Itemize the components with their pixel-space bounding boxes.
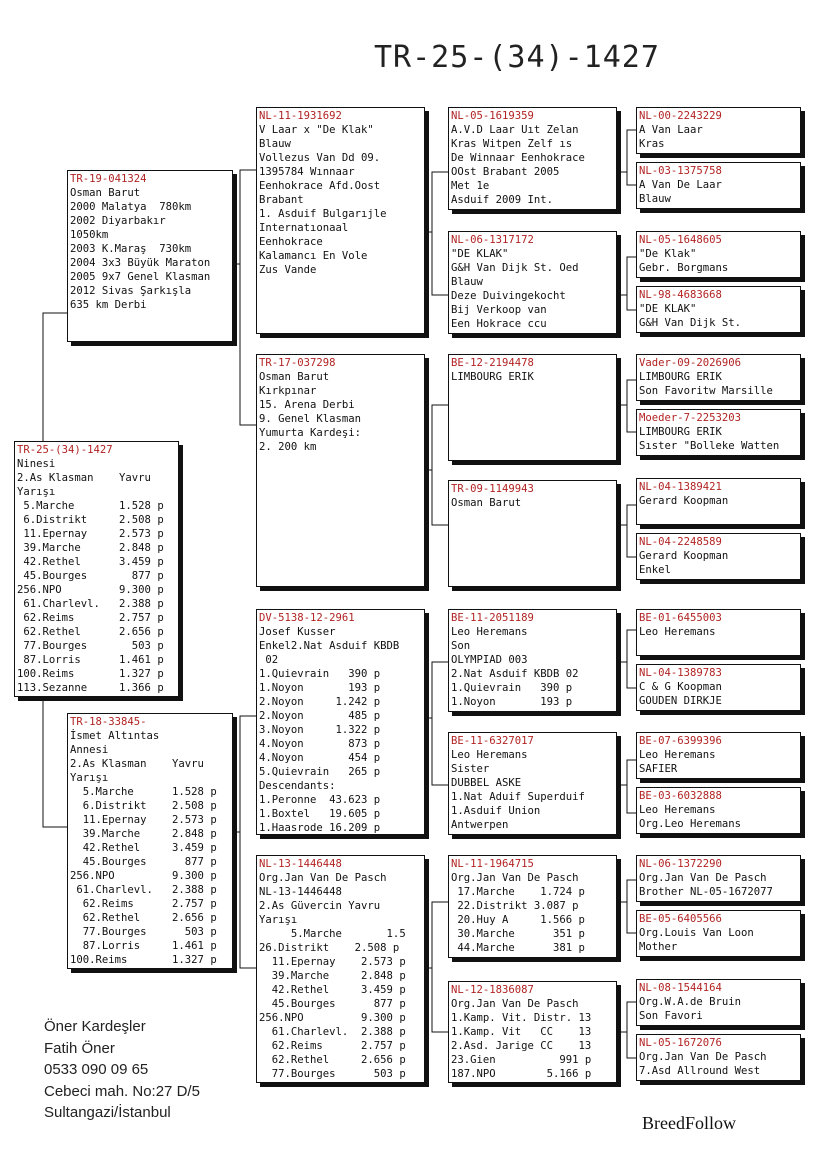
ring-number: BE-01-6455003 — [639, 612, 722, 624]
pedigree-info-line: 2.Noyon 485 p — [259, 710, 381, 722]
pedigree-card-gen4-2 — [636, 162, 801, 209]
ring-number: NL-05-1619359 — [451, 110, 534, 122]
pedigree-info-line: 39.Marche 2.848 p — [70, 828, 217, 840]
ring-number: BE-11-6327017 — [451, 735, 534, 747]
pedigree-info-line: Org.W.A.de Bruin — [639, 996, 742, 1008]
pedigree-info-line: 1.Quievrain 390 p — [451, 682, 573, 694]
pedigree-info-line: 30.Marche 351 p — [451, 928, 585, 940]
pedigree-card-sire-dam-dam — [448, 480, 617, 587]
pedigree-info-line: 61.Charlevl. 2.388 p — [70, 884, 217, 896]
breeder-name: Öner Kardeşler — [44, 1018, 146, 1035]
pedigree-info-line: DUBBEL ASKE — [451, 777, 522, 789]
pedigree-info-line: Gebr. Borgmans — [639, 262, 729, 274]
ring-number: NL-05-1648605 — [639, 234, 722, 246]
pedigree-info-line: SAFIER — [639, 763, 678, 775]
pedigree-info-line: Sister — [451, 763, 490, 775]
pedigree-card-gen4-14 — [636, 910, 801, 957]
pedigree-info-line: G&H Van Dijk St. — [639, 317, 742, 329]
pedigree-info-line: 2.Asd. Jarige CC 13 — [451, 1040, 592, 1052]
pedigree-info-line: İsmet Altıntas — [70, 730, 160, 742]
pedigree-info-line: Asduif 2009 Int. — [451, 194, 554, 206]
pedigree-info-line: 2002 Diyarbakır — [70, 215, 166, 227]
pedigree-info-line: Brabant — [259, 194, 304, 206]
ring-number: NL-06-1317172 — [451, 234, 534, 246]
pedigree-info-line: Internatıonaal — [259, 222, 349, 234]
pedigree-info-line: Org.Jan Van De Pasch — [639, 872, 767, 884]
pedigree-info-line: Org.Jan Van De Pasch — [639, 1051, 767, 1063]
ring-number: NL-11-1931692 — [259, 110, 342, 122]
pedigree-info-line: 2.As Klasman Yavru — [17, 472, 151, 484]
pedigree-info-line: LIMBOURG ERIK — [639, 426, 722, 438]
pedigree-info-line: 62.Rethel 2.656 p — [259, 1054, 406, 1066]
pedigree-info-line: 7.Asd Allround West — [639, 1065, 761, 1077]
ring-number: NL-13-1446448 — [259, 858, 342, 870]
pedigree-info-line: Ninesi — [17, 458, 56, 470]
pedigree-info-line: 1.Quievrain 390 p — [259, 668, 381, 680]
pedigree-info-line: 1050km — [70, 229, 109, 241]
pedigree-info-line: 2. 200 km — [259, 441, 317, 453]
pedigree-title: TR-25-(34)-1427 — [374, 40, 660, 75]
pedigree-info-line: 62.Rethel 2.656 p — [17, 626, 164, 638]
pedigree-info-line: LIMBOURG ERIK — [451, 371, 534, 383]
ring-number: NL-03-1375758 — [639, 165, 722, 177]
pedigree-info-line: Leo Heremans — [451, 749, 528, 761]
pedigree-info-line: 2.As Güvercin Yavru — [259, 900, 381, 912]
pedigree-info-line: Yumurta Kardeşi: — [259, 427, 362, 439]
pedigree-info-line: 5.Marche 1.5 — [259, 928, 406, 940]
pedigree-info-line: Antwerpen — [451, 819, 509, 831]
pedigree-info-line: 2.Nat Asduif KBDB 02 — [451, 668, 579, 680]
pedigree-info-line: A.V.D Laar Uıt Zelan — [451, 124, 579, 136]
contact-address-line1: Cebeci mah. No:27 D/5 — [44, 1082, 200, 1100]
pedigree-info-line: 1.Noyon 193 p — [451, 696, 573, 708]
pedigree-info-line: 9. Genel Klasman — [259, 413, 362, 425]
pedigree-info-line: A Van De Laar — [639, 179, 722, 191]
pedigree-info-line: 1.Nat Aduif Superduif — [451, 791, 585, 803]
pedigree-info-line: 5.Marche 1.528 p — [17, 500, 164, 512]
pedigree-info-line: 2.Noyon 1.242 p — [259, 696, 381, 708]
pedigree-info-line: 113.Sezanne 1.366 p — [17, 682, 164, 694]
pedigree-info-line: 2004 3x3 Büyük Maraton — [70, 257, 211, 269]
pedigree-info-line: Blauw — [639, 193, 671, 205]
contact-person: Fatih Öner — [44, 1039, 115, 1057]
pedigree-info-line: 5.Quievrain 265 p — [259, 766, 381, 778]
pedigree-card-dam-dam-sire — [448, 855, 617, 958]
pedigree-info-line: 23.Gien 991 p — [451, 1054, 592, 1066]
pedigree-card-gen4-9 — [636, 609, 801, 656]
pedigree-info-line: 17.Marche 1.724 p — [451, 886, 585, 898]
pedigree-info-line: 2000 Malatya 780km — [70, 201, 192, 213]
pedigree-info-line: 100.Reims 1.327 p — [17, 668, 164, 680]
pedigree-card-gen4-15 — [636, 979, 801, 1026]
pedigree-info-line: Kalamancı En Vole — [259, 250, 368, 262]
pedigree-info-line: 15. Arena Derbi — [259, 399, 355, 411]
pedigree-info-line: Annesi — [70, 744, 109, 756]
pedigree-info-line: Brother NL-05-1672077 — [639, 886, 773, 898]
pedigree-info-line: 42.Rethel 3.459 p — [17, 556, 164, 568]
pedigree-card-gen4-6 — [636, 409, 801, 456]
pedigree-info-line: 62.Reims 2.757 p — [259, 1040, 406, 1052]
pedigree-info-line: GOUDEN DIRKJE — [639, 695, 722, 707]
pedigree-info-line: Yarışı — [17, 486, 56, 498]
pedigree-card-sire — [67, 170, 233, 342]
pedigree-info-line: Eenhokrace Afd.Oost — [259, 180, 381, 192]
ring-number: BE-05-6405566 — [639, 913, 722, 925]
pedigree-info-line: De Winnaar Eenhokrace — [451, 152, 585, 164]
pedigree-info-line: 39.Marche 2.848 p — [259, 970, 406, 982]
pedigree-card-gen4-8 — [636, 533, 801, 580]
pedigree-card-dam-dam — [256, 855, 425, 1083]
pedigree-info-line: 1.Peronne 43.623 p — [259, 794, 381, 806]
pedigree-card-sire-sire-dam — [448, 231, 617, 334]
pedigree-card-sire-dam-sire — [448, 354, 617, 461]
pedigree-info-line: 62.Reims 2.757 p — [70, 898, 217, 910]
ring-number: TR-17-037298 — [259, 357, 336, 369]
pedigree-info-line: 1.Noyon 193 p — [259, 682, 381, 694]
contact-address-line2: Sultangazi/İstanbul — [44, 1104, 171, 1121]
ring-number: NL-04-1389421 — [639, 481, 722, 493]
pedigree-card-sire-sire-sire — [448, 107, 617, 210]
pedigree-info-line: 1.Kamp. Vit CC 13 — [451, 1026, 592, 1038]
pedigree-info-line: 1.Haasrode 16.209 p — [259, 822, 381, 834]
pedigree-card-subject — [14, 441, 179, 697]
pedigree-info-line: 87.Lorris 1.461 p — [70, 940, 217, 952]
pedigree-info-line: Vollezus Van Dd 09. — [259, 152, 381, 164]
pedigree-info-line: 187.NPO 5.166 p — [451, 1068, 592, 1080]
ring-number: NL-04-2248589 — [639, 536, 722, 548]
pedigree-info-line: 11.Epernay 2.573 p — [17, 528, 164, 540]
pedigree-info-line: Org.Jan Van De Pasch — [259, 872, 387, 884]
pedigree-info-line: Gerard Koopman — [639, 495, 729, 507]
pedigree-info-line: 1. Asduif Bulgarıjle — [259, 208, 387, 220]
pedigree-info-line: Descendants: — [259, 780, 336, 792]
pedigree-info-line: Org.Jan Van De Pasch — [451, 998, 579, 1010]
pedigree-card-gen4-5 — [636, 354, 801, 401]
pedigree-info-line: "DE KLAK" — [639, 303, 697, 315]
pedigree-info-line: "De Klak" — [639, 248, 697, 260]
pedigree-info-line: Eenhokrace — [259, 236, 323, 248]
pedigree-card-dam-sire-dam — [448, 732, 617, 835]
ring-number: NL-12-1836087 — [451, 984, 534, 996]
pedigree-info-line: Bij Verkoop van — [451, 304, 547, 316]
pedigree-card-dam-sire-sire — [448, 609, 617, 712]
pedigree-info-line: Josef Kusser — [259, 626, 336, 638]
pedigree-info-line: Mother — [639, 941, 678, 953]
ring-number: NL-98-4683668 — [639, 289, 722, 301]
pedigree-info-line: 6.Distrikt 2.508 p — [70, 800, 217, 812]
pedigree-info-line: 02 — [259, 654, 279, 666]
pedigree-info-line: Org.Jan Van De Pasch — [451, 872, 579, 884]
pedigree-info-line: Een Hokrace ccu — [451, 318, 547, 330]
pedigree-info-line: 45.Bourges 877 p — [17, 570, 164, 582]
ring-number: TR-18-33845- — [70, 716, 147, 728]
pedigree-info-line: Leo Heremans — [639, 626, 716, 638]
pedigree-info-line: 11.Epernay 2.573 p — [70, 814, 217, 826]
pedigree-info-line: Son Favoritw Marsille — [639, 385, 773, 397]
pedigree-info-line: "DE KLAK" — [451, 248, 509, 260]
pedigree-info-line: C & G Koopman — [639, 681, 722, 693]
ring-number: Moeder-7-2253203 — [639, 412, 742, 424]
pedigree-info-line: G&H Van Dijk St. Oed — [451, 262, 579, 274]
ring-number: BE-03-6032888 — [639, 790, 722, 802]
pedigree-card-gen4-7 — [636, 478, 801, 525]
ring-number: NL-04-1389783 — [639, 667, 722, 679]
pedigree-info-line: 1.Asduif Union — [451, 805, 541, 817]
pedigree-info-line: 1395784 Wınnaar — [259, 166, 355, 178]
pedigree-card-gen4-13 — [636, 855, 801, 902]
pedigree-info-line: Blauw — [259, 138, 291, 150]
pedigree-info-line: Zus Vande — [259, 264, 317, 276]
pedigree-info-line: 2012 Sivas Şarkışla — [70, 285, 192, 297]
pedigree-card-gen4-12 — [636, 787, 801, 834]
pedigree-info-line: 2003 K.Maraş 730km — [70, 243, 192, 255]
pedigree-info-line: Leo Heremans — [639, 804, 716, 816]
pedigree-info-line: Son Favori — [639, 1010, 703, 1022]
pedigree-info-line: Yarışı — [70, 772, 109, 784]
pedigree-info-line: Blauw — [451, 276, 483, 288]
pedigree-info-line: 100.Reims 1.327 p — [70, 954, 217, 966]
pedigree-info-line: 2005 9x7 Genel Klasman — [70, 271, 211, 283]
pedigree-card-dam — [67, 713, 233, 969]
pedigree-info-line: Enkel2.Nat Asduif KBDB — [259, 640, 400, 652]
pedigree-card-sire-sire — [256, 107, 425, 334]
pedigree-info-line: Gerard Koopman — [639, 550, 729, 562]
ring-number: NL-06-1372290 — [639, 858, 722, 870]
pedigree-info-line: 256.NPO 9.300 p — [17, 584, 164, 596]
pedigree-info-line: 45.Bourges 877 p — [259, 998, 406, 1010]
ring-number: BE-11-2051189 — [451, 612, 534, 624]
pedigree-info-line: 61.Charlevl. 2.388 p — [17, 598, 164, 610]
pedigree-card-gen4-1 — [636, 107, 801, 154]
pedigree-info-line: 42.Rethel 3.459 p — [259, 984, 406, 996]
pedigree-info-line: 1.Kamp. Vit. Distr. 13 — [451, 1012, 592, 1024]
ring-number: BE-07-6399396 — [639, 735, 722, 747]
ring-number: NL-05-1672076 — [639, 1037, 722, 1049]
pedigree-info-line: Kırkpınar — [259, 385, 317, 397]
pedigree-info-line: 4.Noyon 454 p — [259, 752, 381, 764]
pedigree-info-line: Osman Barut — [70, 187, 141, 199]
pedigree-info-line: 44.Marche 381 p — [451, 942, 585, 954]
ring-number: DV-5138-12-2961 — [259, 612, 355, 624]
pedigree-info-line: V Laar x "De Klak" — [259, 124, 374, 136]
ring-number: NL-00-2243229 — [639, 110, 722, 122]
pedigree-info-line: Osman Barut — [259, 371, 330, 383]
pedigree-info-line: 77.Bourges 503 p — [259, 1068, 406, 1080]
pedigree-card-dam-sire — [256, 609, 425, 835]
pedigree-info-line: Osman Barut — [451, 497, 522, 509]
pedigree-card-dam-dam-dam — [448, 981, 617, 1083]
pedigree-info-line: 26.Distrikt 2.508 p — [259, 942, 400, 954]
pedigree-info-line: 87.Lorris 1.461 p — [17, 654, 164, 666]
pedigree-info-line: 256.NPO 9.300 p — [70, 870, 217, 882]
pedigree-info-line: 4.Noyon 873 p — [259, 738, 381, 750]
brand-logo-text: BreedFollow — [642, 1113, 736, 1133]
pedigree-card-gen4-4 — [636, 286, 801, 333]
pedigree-card-gen4-3 — [636, 231, 801, 278]
pedigree-info-line: 77.Bourges 503 p — [17, 640, 164, 652]
pedigree-info-line: Sıster "Bolleke Watten — [639, 440, 780, 452]
pedigree-info-line: 22.Distrikt 3.087 p — [451, 900, 579, 912]
pedigree-info-line: OLYMPIAD 003 — [451, 654, 528, 666]
pedigree-info-line: Leo Heremans — [639, 749, 716, 761]
ring-number: TR-25-(34)-1427 — [17, 444, 113, 456]
pedigree-info-line: 77.Bourges 503 p — [70, 926, 217, 938]
pedigree-info-line: 62.Reims 2.757 p — [17, 612, 164, 624]
pedigree-info-line: 256.NPO 9.300 p — [259, 1012, 406, 1024]
pedigree-info-line: 42.Rethel 3.459 p — [70, 842, 217, 854]
pedigree-card-gen4-10 — [636, 664, 801, 711]
pedigree-info-line: 11.Epernay 2.573 p — [259, 956, 406, 968]
pedigree-info-line: 1.Boxtel 19.605 p — [259, 808, 381, 820]
pedigree-info-line: Org.Leo Heremans — [639, 818, 742, 830]
pedigree-info-line: 20.Huy A 1.566 p — [451, 914, 585, 926]
pedigree-info-line: 39.Marche 2.848 p — [17, 542, 164, 554]
ring-number: Vader-09-2026906 — [639, 357, 742, 369]
pedigree-info-line: Met 1e — [451, 180, 490, 192]
pedigree-info-line: 61.Charlevl. 2.388 p — [259, 1026, 406, 1038]
ring-number: NL-11-1964715 — [451, 858, 534, 870]
pedigree-info-line: Son — [451, 640, 471, 652]
pedigree-info-line: NL-13-1446448 — [259, 886, 342, 898]
pedigree-card-gen4-11 — [636, 732, 801, 779]
pedigree-info-line: OOst Brabant 2005 — [451, 166, 560, 178]
pedigree-info-line: Leo Heremans — [451, 626, 528, 638]
pedigree-info-line: 3.Noyon 1.322 p — [259, 724, 381, 736]
ring-number: NL-08-1544164 — [639, 982, 722, 994]
pedigree-info-line: LIMBOURG ERIK — [639, 371, 722, 383]
pedigree-info-line: 6.Distrikt 2.508 p — [17, 514, 164, 526]
pedigree-card-sire-dam — [256, 354, 425, 587]
pedigree-info-line: 2.As Klasman Yavru — [70, 758, 204, 770]
ring-number: TR-19-041324 — [70, 173, 147, 185]
pedigree-info-line: Kras Witpen Zelf ıs — [451, 138, 573, 150]
breeder-contact — [44, 1016, 200, 1124]
pedigree-info-line: Org.Louis Van Loon — [639, 927, 754, 939]
pedigree-info-line: 635 km Derbi — [70, 299, 147, 311]
pedigree-info-line: A Van Laar — [639, 124, 703, 136]
pedigree-info-line: Kras — [639, 138, 665, 150]
contact-phone: 0533 090 09 65 — [44, 1061, 149, 1078]
pedigree-info-line: 45.Bourges 877 p — [70, 856, 217, 868]
ring-number: TR-09-1149943 — [451, 483, 534, 495]
pedigree-card-gen4-16 — [636, 1034, 801, 1081]
ring-number: BE-12-2194478 — [451, 357, 534, 369]
pedigree-info-line: Deze Duivingekocht — [451, 290, 566, 302]
pedigree-info-line: Yarışı — [259, 914, 298, 926]
pedigree-info-line: Enkel — [639, 564, 671, 576]
pedigree-info-line: 5.Marche 1.528 p — [70, 786, 217, 798]
pedigree-info-line: 62.Rethel 2.656 p — [70, 912, 217, 924]
